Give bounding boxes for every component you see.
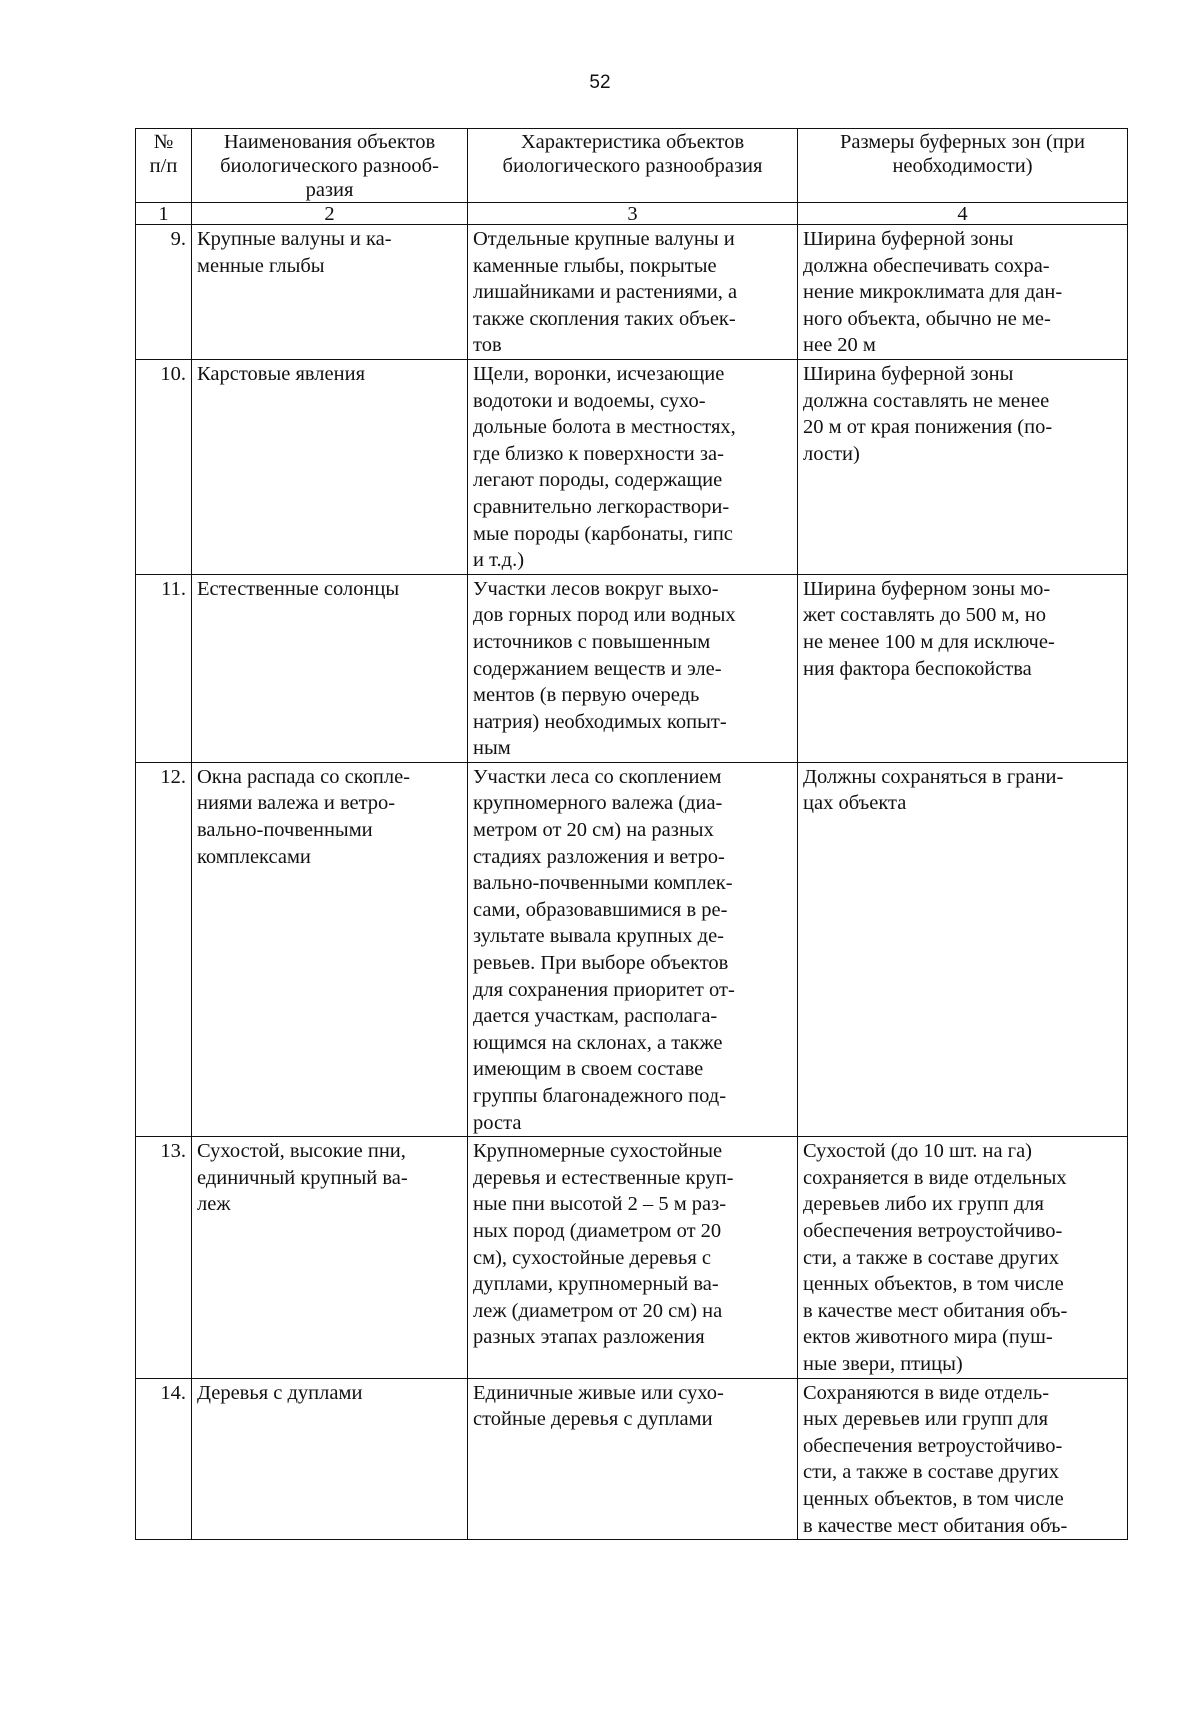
header-number: № п/п — [136, 129, 192, 203]
row-number: 10. — [136, 359, 192, 574]
row-number: 11. — [136, 574, 192, 762]
column-number: 1 — [136, 203, 192, 225]
column-numbers-row — [136, 203, 1128, 225]
table-row — [136, 574, 1128, 762]
page-number: 52 — [589, 72, 611, 93]
object-name: Деревья с дуплами — [192, 1378, 468, 1540]
buffer-zone-size: Ширина буферном зоны мо- жет составлять до 500 м, но не менее 100 м для исключе- ния фактора беспокойства — [798, 574, 1128, 762]
row-number: 13. — [136, 1137, 192, 1378]
table-row — [136, 225, 1128, 360]
object-name: Крупные валуны и ка- менные глыбы — [192, 225, 468, 360]
column-number: 3 — [468, 203, 798, 225]
column-number: 2 — [192, 203, 468, 225]
object-name: Естественные солонцы — [192, 574, 468, 762]
object-characteristic: Участки лесов вокруг выхо- дов горных пород или водных источников с повышенным содержанием веществ и эле- ментов (в первую очередь натрия) необходимых копыт- ным — [468, 574, 798, 762]
object-characteristic: Отдельные крупные валуны и каменные глыбы, покрытые лишайниками и растениями, а также скопления таких объек- тов — [468, 225, 798, 360]
table-row — [136, 1378, 1128, 1540]
buffer-zone-size: Ширина буферной зоны должна обеспечивать сохра- нение микроклимата для дан- ного объекта, обычно не ме- нее 20 м — [798, 225, 1128, 360]
row-number: 9. — [136, 225, 192, 360]
table-header-row — [136, 129, 1128, 203]
object-characteristic: Щели, воронки, исчезающие водотоки и водоемы, сухо- дольные болота в местностях, где близко к поверхности за- легают породы, содержащие сравнительно легкораствори- мые породы (карбонаты, гипс и т.д.) — [468, 359, 798, 574]
object-characteristic: Крупномерные сухостойные деревья и естественные круп- ные пни высотой 2 – 5 м раз- ных пород (диаметром от 20 см), сухостойные деревья с дуплами, крупномерный ва- леж (диаметром от 20 см) на разных этапах разложения — [468, 1137, 798, 1378]
buffer-zone-size: Сохраняются в виде отдель- ных деревьев или групп для обеспечения ветроустойчиво- сти, а также в составе других ценных объектов, в том числе в качестве мест обитания объ- — [798, 1378, 1128, 1540]
header-characteristic: Характеристика объектов биологического разнообразия — [468, 129, 798, 203]
object-name: Окна распада со скопле- ниями валежа и ветро- вально-почвенными комплексами — [192, 762, 468, 1136]
object-name: Карстовые явления — [192, 359, 468, 574]
header-buffer-size: Размеры буферных зон (при необходимости) — [798, 129, 1128, 203]
buffer-zone-size: Сухостой (до 10 шт. на га) сохраняется в виде отдельных деревьев либо их групп для обеспечения ветроустойчиво- сти, а также в составе других ценных объектов, в том числе в качестве мест обитания объ- ектов животного мира (пуш- ные звери, птицы) — [798, 1137, 1128, 1378]
object-characteristic: Участки леса со скоплением крупномерного валежа (диа- метром от 20 см) на разных стадиях разложения и ветро- вально-почвенными комплек- сами, образовавшимися в ре- зультате вывала крупных де- ревьев. При выборе объектов для сохранения приоритет от- дается участкам, располага- ющимся на склонах, а также имеющим в своем составе группы благонадежного под- роста — [468, 762, 798, 1136]
object-characteristic: Единичные живые или сухо- стойные деревья с дуплами — [468, 1378, 798, 1540]
header-object-name: Наименования объектов биологического разнооб- разия — [192, 129, 468, 203]
buffer-zone-size: Ширина буферной зоны должна составлять не менее 20 м от края понижения (по- лости) — [798, 359, 1128, 574]
table-row — [136, 1137, 1128, 1378]
row-number: 12. — [136, 762, 192, 1136]
biodiversity-table — [135, 128, 1128, 1540]
column-number: 4 — [798, 203, 1128, 225]
table-row — [136, 359, 1128, 574]
row-number: 14. — [136, 1378, 192, 1540]
table-row — [136, 762, 1128, 1136]
buffer-zone-size: Должны сохраняться в грани- цах объекта — [798, 762, 1128, 1136]
object-name: Сухостой, высокие пни, единичный крупный ва- леж — [192, 1137, 468, 1378]
